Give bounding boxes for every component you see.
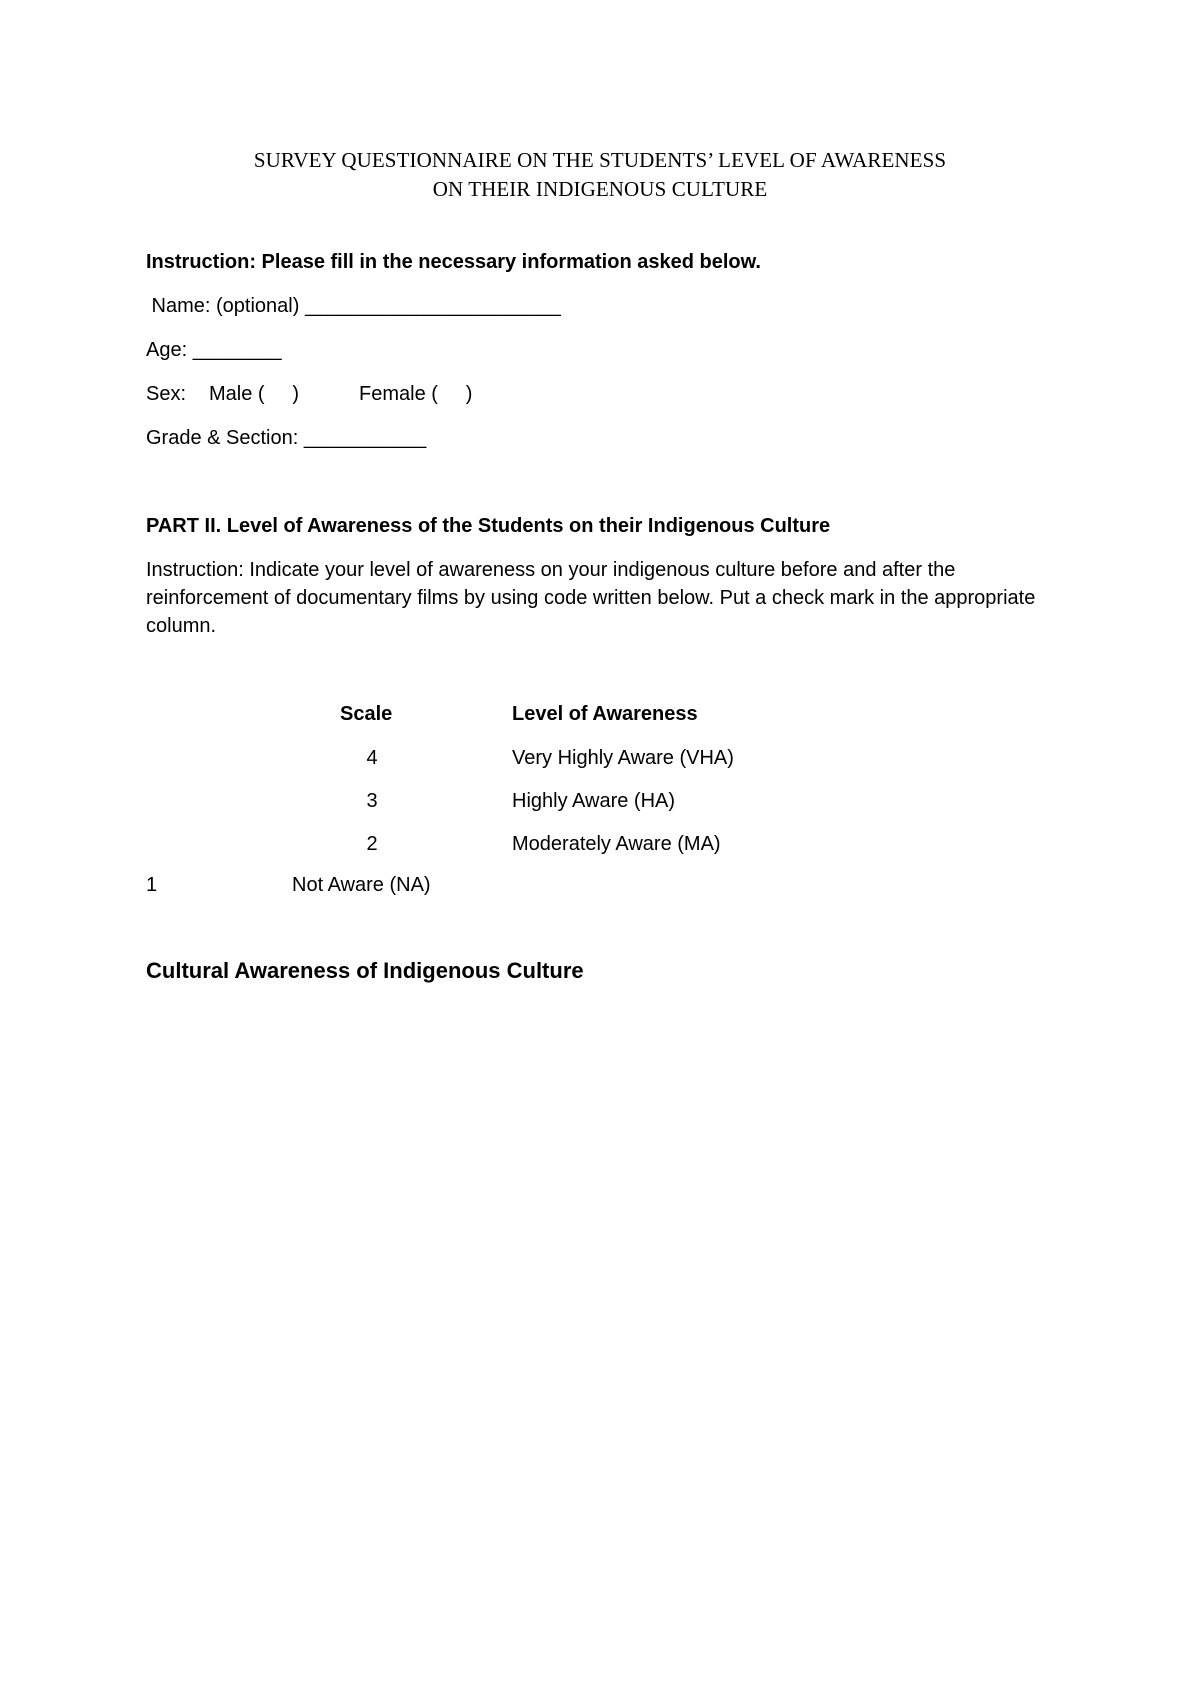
part2-heading: PART II. Level of Awareness of the Students on their Indigenous Culture <box>146 515 831 537</box>
grade-section-field[interactable]: Grade & Section: ___________ <box>146 427 427 449</box>
age-field[interactable]: Age: ________ <box>146 339 282 361</box>
scale-header: Scale <box>340 703 393 725</box>
name-field[interactable]: Name: (optional) _______________________ <box>146 295 561 317</box>
section-heading: Cultural Awareness of Indigenous Culture <box>146 958 584 983</box>
part1-instruction: Instruction: Please fill in the necessary information asked below. <box>146 251 761 273</box>
part2-instruction: Instruction: Indicate your level of awareness on your indigenous culture before and after the reinforcement of documentary films by using code written below. Put a check mark in the appropriate column. <box>146 559 1036 637</box>
level-header: Level of Awareness <box>512 703 698 725</box>
level-label: Very Highly Aware (VHA) <box>512 747 734 769</box>
level-label: Not Aware (NA) <box>292 874 431 896</box>
female-option[interactable]: Female ( ) <box>359 383 473 405</box>
level-label: Highly Aware (HA) <box>512 790 676 812</box>
scale-value: 2 <box>366 833 378 855</box>
scale-value: 3 <box>366 790 378 812</box>
document-title-line-1: SURVEY QUESTIONNAIRE ON THE STUDENTS’ LEVEL OF AWARENESS <box>253 148 947 172</box>
level-label: Moderately Aware (MA) <box>512 833 721 855</box>
scale-value: 4 <box>366 747 378 769</box>
male-option[interactable]: Male ( ) <box>209 383 300 405</box>
scale-value: 1 <box>146 874 158 896</box>
sex-label: Sex: <box>146 383 187 405</box>
document-title-line-2: ON THEIR INDIGENOUS CULTURE <box>432 177 768 201</box>
